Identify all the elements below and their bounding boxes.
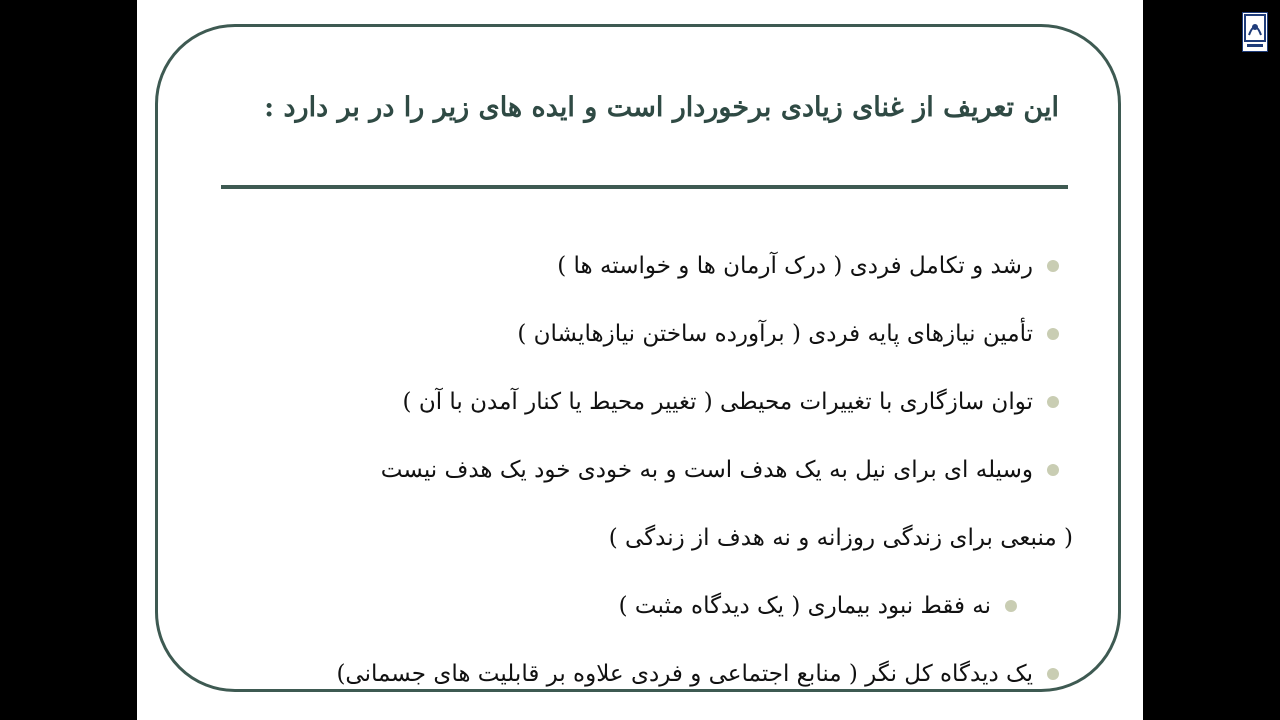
list-item <box>259 368 1059 436</box>
list-item <box>259 232 1059 300</box>
bullet-dot-icon <box>1047 328 1059 340</box>
list-item-text: وسیله ای برای نیل به یک هدف است و به خودی خود یک هدف نیست <box>380 457 1033 483</box>
bullet-dot-icon <box>1005 600 1017 612</box>
slide-title: این تعریف از غنای زیادی برخوردار است و ایده های زیر را در بر دارد : <box>264 92 1059 123</box>
bullet-list <box>259 232 1073 708</box>
bullet-dot-icon <box>1047 464 1059 476</box>
bullet-dot-icon <box>1047 260 1059 272</box>
university-logo-icon <box>1242 12 1268 52</box>
list-item-text: ( منبعی برای زندگی روزانه و نه هدف از زندگی ) <box>608 525 1073 551</box>
list-item <box>259 436 1059 504</box>
bullet-dot-icon <box>1047 396 1059 408</box>
list-item-text: نه فقط نبود بیماری ( یک دیدگاه مثبت ) <box>618 593 991 619</box>
list-item-text: توان سازگاری با تغییرات محیطی ( تغییر محیط یا کنار آمدن با آن ) <box>402 389 1033 415</box>
list-item-text: تأمین نیازهای پایه فردی ( برآورده ساختن نیازهایشان ) <box>517 321 1033 347</box>
list-item-text: یک دیدگاه کل نگر ( منابع اجتماعی و فردی علاوه بر قابلیت های جسمانی) <box>336 661 1033 687</box>
title-divider <box>221 185 1068 189</box>
list-item-continuation <box>259 504 1073 572</box>
list-item <box>259 572 1059 640</box>
list-item <box>259 300 1059 368</box>
bullet-dot-icon <box>1047 668 1059 680</box>
slide <box>137 0 1143 720</box>
list-item-text: رشد و تکامل فردی ( درک آرمان ها و خواسته ها ) <box>557 253 1033 279</box>
list-item <box>259 640 1059 708</box>
